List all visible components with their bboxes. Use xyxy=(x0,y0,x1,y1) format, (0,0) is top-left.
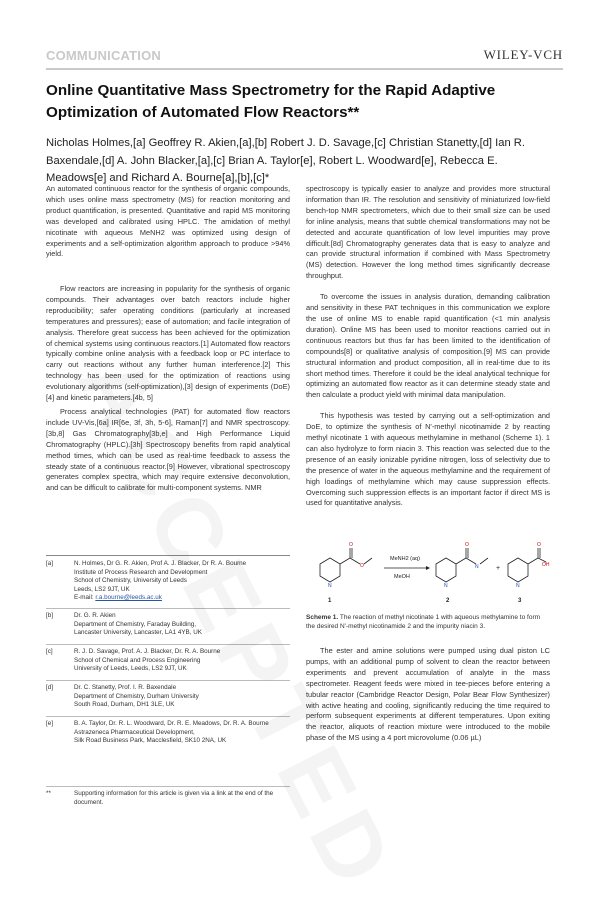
svg-text:O: O xyxy=(465,542,469,548)
right-paragraph-3: This hypothesis was tested by carrying out a self-optimization and DoE, to optimize the synthesis of N'-methyl nicotinamide 2 by reacting methyl nicotinate 1 with aqueous methylamine in methanol (Scheme 1). 1 can also hydrolyze to form niacin 3. This reaction was selected due to the presence of an easily ionizable pyridine nitrogen, loss of selectivity due to the presence of water in the aqueous methylamine and the requirement of high loadings of methylamine which may cause suppression effects. Overcoming such suppression effects is an important factor if direct MS is used for quantitative analysis. xyxy=(306,411,550,508)
intro-paragraph-2: Process analytical technologies (PAT) for automated flow reactors include UV-Vis,[6a] IR[6e, 3f, 3h, 5-6], Raman[7] and NMR spectroscopy.[3b,8] Gas Chromatography[3b,e] and High Performance Liquid Chromatography (HPLC).[3h] Spectroscopy benefits from rapid analytical method times, which can be used as real-time feedback to assess the steady state of a continuous reactor.[9] However, vibrational spectroscopy generates complex spectra, which may require extensive deconvolution, and can be difficult to calibrate for multi-component systems. NMR xyxy=(46,406,290,493)
header-rule xyxy=(46,68,563,70)
footnote-key: [c] xyxy=(46,648,53,655)
author-list: Nicholas Holmes,[a] Geoffrey R. Akien,[a],[b] Robert J. D. Savage,[c] Christian Stanetty,[d] Ian R. Baxendale,[d] A. John Blacker,[a],[c] Brian A. Taylor[e], Robert L. Woodward[e], Rebecca E. Meadows[e] and Richard A. Bourne[a],[b],[c]* xyxy=(46,137,525,184)
scheme-caption-label: Scheme 1. xyxy=(306,614,339,621)
footnote-line: R. J. D. Savage, Prof. A. J. Blacker, Dr. R. A. Bourne xyxy=(74,648,221,655)
svg-text:O: O xyxy=(537,542,541,548)
footnote-line: Lancaster University, Lancaster, LA1 4YB, UK xyxy=(74,629,202,637)
abstract xyxy=(46,184,290,260)
reagent-methylamine: MeNH2 (aq) xyxy=(390,556,420,562)
footnote-key: [e] xyxy=(46,720,54,727)
intro-paragraph-1: Flow reactors are increasing in popularity for the synthesis of organic compounds. Their advantages over batch reactors include higher reproducibility; safer operating conditions (particularly at increased temperatures and pressures); ease of automation; and facile integration of analysis. Therefore great success has been achieved for the optimization of chemical systems using continuous reactors.[1] Automated flow reactors typically combine online analysis with a feedback loop or PC interface to carry out reactions without any further human interference.[2] This technology has been used for the optimization of reactions using evolutionary algorithms (self-optimization),[3] design of experiments (DoE)[4] and kinetic parameters.[4b, 5] xyxy=(46,284,290,403)
plus-sign: + xyxy=(496,565,501,572)
footnote-line: Department of Chemistry, Durham University xyxy=(74,692,199,700)
footnote-key: [d] xyxy=(46,684,54,691)
footnote-key: [a] xyxy=(46,560,54,567)
scheme-caption-text: The reaction of methyl nicotinate 1 with aqueous methylamine to form the desired N'-methyl nicotinamide 2 and the impurity niacin 3. xyxy=(306,614,541,630)
methyl-nicotinamide-structure xyxy=(436,548,488,582)
solvent-methanol: MeOH xyxy=(394,574,410,580)
footnote-line: N. Holmes, Dr G. R. Akien, Prof A. J. Blacker, Dr R. A. Bourne xyxy=(74,560,247,567)
reaction-scheme xyxy=(306,530,550,610)
scheme-caption xyxy=(306,613,550,631)
footnote-line: School of Chemistry, University of Leeds xyxy=(74,577,187,585)
svg-text:N: N xyxy=(444,583,448,589)
svg-text:N: N xyxy=(516,583,520,589)
abstract-text: An automated continuous reactor for the synthesis of organic compounds, which uses online mass spectrometry (MS) for reaction monitoring and product quantification, is presented. Quantitative and rapid MS monitoring was developed and calibrated using HPLC. The amidation of methyl nicotinate with aqueous MeNH2 was optimized using design of experiments and a self-optimization algorithm approach to produce >94% yield. xyxy=(46,184,290,259)
footnote-line: Dr. G. R. Akien xyxy=(74,612,116,619)
niacin-structure xyxy=(508,548,546,582)
footnote-line: Astrazeneca Pharmaceutical Development, xyxy=(74,728,195,736)
footnote-line: Dr. C. Stanetty, Prof. I. R. Baxendale xyxy=(74,684,177,691)
publisher-logo: WILEY-VCH xyxy=(483,47,563,62)
article-title: Online Quantitative Mass Spectrometry for the Rapid Adaptive Optimization of Automated Flow Reactors** xyxy=(46,82,496,121)
footnote-line: Department of Chemistry, Faraday Building, xyxy=(74,620,197,628)
svg-text:OH: OH xyxy=(542,562,550,568)
svg-text:O: O xyxy=(349,542,353,548)
footnote-body xyxy=(74,790,290,807)
footnote-key: ** xyxy=(46,790,51,797)
compound-label-2: 2 xyxy=(446,598,450,604)
footnote-line: School of Chemical and Process Engineering xyxy=(74,656,201,664)
footnote-line: Institute of Process Research and Development xyxy=(74,568,208,576)
right-paragraph-1: spectroscopy is typically easier to analyze and provides more structural information than IR. The resolution and sensitivity of miniaturized low-field bench-top NMR spectrometers, which due to their small size can be used for inline analysis, means that subtle chemical transformations may not be detected and accurate quantification of low level impurities may prove difficult.[8d] Chromatography generates data that is easy to analyze and can provide structural information if combined with Mass Spectrometry (MS) detection. However the long method times significantly decrease throughput. xyxy=(306,184,550,281)
email-link[interactable]: r.a.bourne@leeds.ac.uk xyxy=(95,594,162,602)
footnote-line: South Road, Durham, DH1 3LE, UK xyxy=(74,701,175,709)
svg-text:N: N xyxy=(475,564,479,570)
svg-text:O: O xyxy=(360,563,364,569)
footnote-line: Leeds, LS2 9JT, UK xyxy=(74,585,130,593)
methyl-nicotinate-structure xyxy=(320,548,372,582)
compound-label-3: 3 xyxy=(518,598,522,604)
svg-text:N: N xyxy=(328,583,332,589)
footnote-line: Silk Road Business Park, Macclesfield, SK10 2NA, UK xyxy=(74,737,227,745)
footnote-line: B. A. Taylor, Dr. R. L. Woodward, Dr. R. E. Meadows, Dr. R. A. Bourne xyxy=(74,720,269,727)
right-column xyxy=(306,184,550,509)
footnote-key: [b] xyxy=(46,612,54,619)
right-paragraph-2: To overcome the issues in analysis duration, demanding calibration and sensitivity in these PAT techniques in this communication we explore the use of online MS to enable rapid quantification (<1 min analysis duration). Online MS has been used to monitor reactions carried out in continuous reactors but thus far has been limited to the identification of compounds[8] or qualitative analysis of composition.[9] MS can provide structural information and product composition, all in real-time due to its short method times. Therefore it could be the ideal analytical technique for optimizing an automated flow reactor as it can determine steady state and then calculate a product yield with minimal data manipulation. xyxy=(306,292,550,400)
section-label: COMMUNICATION xyxy=(46,48,162,63)
compound-label-1: 1 xyxy=(328,598,332,604)
footnote-line: University of Leeds, Leeds, LS2 9JT, UK xyxy=(74,665,187,673)
footnote-separator xyxy=(46,786,290,787)
email-label: E-mail: xyxy=(74,594,96,602)
footnote-line: Supporting information for this article is given via a link at the end of the document. xyxy=(74,790,274,806)
footnote-6 xyxy=(46,790,290,807)
methods-text: The ester and amine solutions were pumped using dual piston LC pumps, with an additional pump of solvent to clean the reactor between experiments and prevent accumulation of analyte in the mass spectrometer. Reagent feeds were mixed in tee-pieces before entering a tubular reactor (Cambridge Reactor Design, Polar Bear Flow Synthesizer) with active heating and cooling, significantly reducing the time required to perform subsequent experiments at different temperatures. Upon exiting the reactor, aliquots of reaction mixture were introduced to the mobile phase of the MS using a 4 port microvolume (0.06 µL) xyxy=(306,646,550,743)
